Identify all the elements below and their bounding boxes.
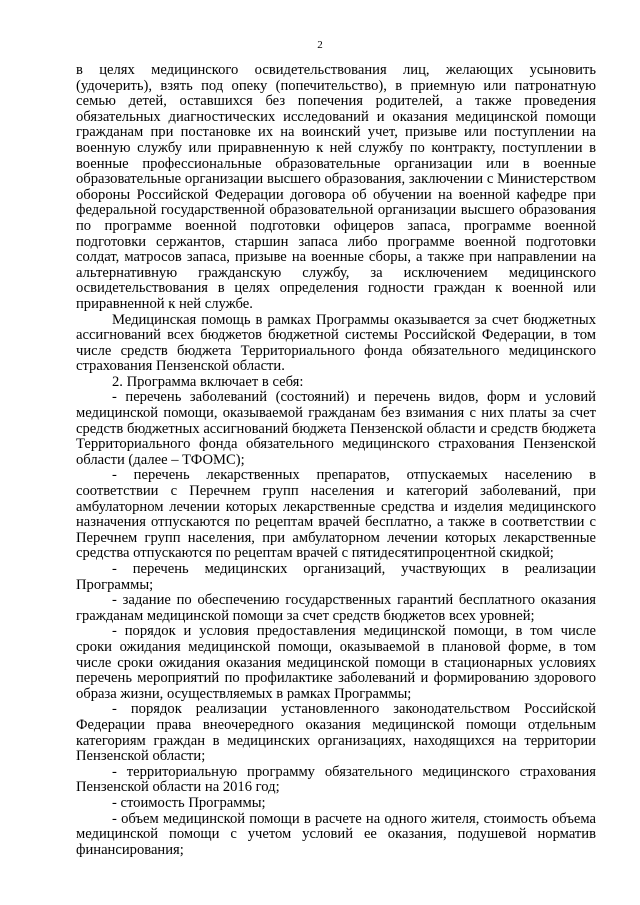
list-item-diseases: - перечень заболеваний (состояний) и перечень видов, форм и условий медицинской помощи, оказываемой гражданам без взимания с них платы за счет средств бюджетных ассигнований бюджета Пензенской области и средств бюджета Территориального фонда обязательного медицинского страхования Пензенской области (далее – ТФОМС); [76,389,596,468]
paragraph-continuation: в целях медицинского освидетельствования лиц, желающих усыновить (удочерить), взять под опеку (попечительство), в приемную или патронатную семью детей, оставшихся без попечения родителей, а также проведения обязательных диагностических исследований и оказания медицинской помощи гражданам при постановке их на воинский учет, призыве или поступлении на военную службу или приравненную к ней службу по контракту, поступлении в военные профессиональные образовательные организации или в военные образовательные организации высшего образования, заключении с Министерством обороны Российской Федерации договора об обучении на военной кафедре при федеральной государственной образовательной организации высшего образования по программе военной подготовки офицеров запаса, программе военной подготовки сержантов, старшин запаса либо программе военной подготовки солдат, матросов запаса, призыве на военные сборы, а также при направлении на альтернативную гражданскую службу, за исключением медицинского освидетельствования в целях определения годности граждан к военной или приравненной к ней службе. [76,62,596,312]
list-item-volume: - объем медицинской помощи в расчете на одного жителя, стоимость объема медицинской помощи с учетом условий ее оказания, подушевой норматив финансирования; [76,810,596,858]
list-item-procedure: - порядок и условия предоставления медицинской помощи, в том числе сроки ожидания медицинской помощи, оказываемой в плановой форме, в том числе сроки ожидания оказания медицинской помощи в стационарных условиях перечень мероприятий по профилактике заболеваний и формированию здорового образа жизни, осуществляемых в рамках Программы; [76,623,596,702]
list-item-territorial-program: - территориальную программу обязательного медицинского страхования Пензенской области на 2016 год; [76,763,596,796]
paragraph-funding: Медицинская помощь в рамках Программы оказывается за счет бюджетных ассигнований всех бюджетов бюджетной системы Российской Федерации, в том числе средств бюджета Территориального фонда обязательного медицинского страхования Пензенской области. [76,311,596,375]
document-body [76,63,596,858]
list-item-cost: - стоимость Программы; [112,794,266,811]
list-item-task: - задание по обеспечению государственных гарантий бесплатного оказания гражданам медицинской помощи за счет средств бюджетов всех уровней; [76,592,596,624]
page-number: 2 [317,39,323,51]
list-item-organizations: - перечень медицинских организаций, участвующих в реализации Программы; [76,561,596,593]
paragraph-program-includes: 2. Программа включает в себя: [112,373,304,390]
list-item-priority-care: - порядок реализации установленного законодательством Российской Федерации права внеочередного оказания медицинской помощи отдельным категориям граждан в медицинских организациях, находящихся на территории Пензенской области; [76,701,596,765]
list-item-medicines: - перечень лекарственных препаратов, отпускаемых населению в соответствии с Перечнем групп населения и категорий заболеваний, при амбулаторном лечении которых лекарственные средства и изделия медицинского назначения отпускаются по рецептам врачей бесплатно, а также в соответствии с Перечнем групп населения, при амбулаторном лечении которых лекарственные средства отпускаются по рецептам врачей с пятидесятипроцентной скидкой; [76,467,596,562]
